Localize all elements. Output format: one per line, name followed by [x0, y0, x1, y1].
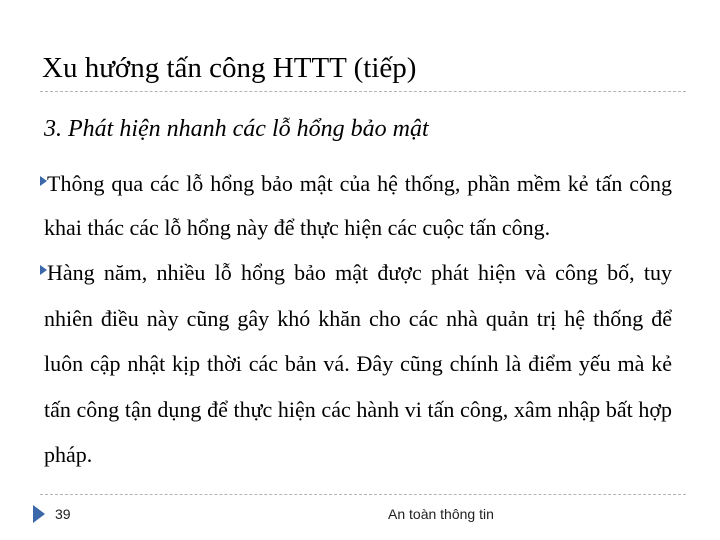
- bullet-item-2: [44, 250, 672, 478]
- triangle-bullet-icon: [40, 265, 47, 275]
- slide-title: Xu hướng tấn công HTTT (tiếp): [42, 52, 417, 84]
- footer-text: An toàn thông tin: [388, 506, 494, 522]
- section-subheading: 3. Phát hiện nhanh các lỗ hổng bảo mật: [44, 116, 429, 142]
- bullet-item-1: [44, 162, 672, 250]
- triangle-arrow-icon: [33, 505, 45, 523]
- triangle-bullet-icon: [40, 176, 47, 186]
- bullet-text-2: Hàng năm, nhiều lỗ hổng bảo mật được phát hiện và công bố, tuy nhiên điều này cũng gây khó khăn cho các nhà quản trị hệ thống để luôn cập nhật kịp thời các bản vá. Đây cũng chính là điểm yếu mà kẻ tấn công tận dụng để thực hiện các hành vi tấn công, xâm nhập bất hợp pháp.: [44, 260, 672, 467]
- bullet-text-1: Thông qua các lỗ hổng bảo mật của hệ thống, phần mềm kẻ tấn công khai thác các lỗ hổng này để thực hiện các cuộc tấn công.: [44, 171, 672, 240]
- footer-divider: [40, 494, 686, 495]
- page-number: 39: [55, 506, 71, 522]
- title-divider: [40, 91, 686, 92]
